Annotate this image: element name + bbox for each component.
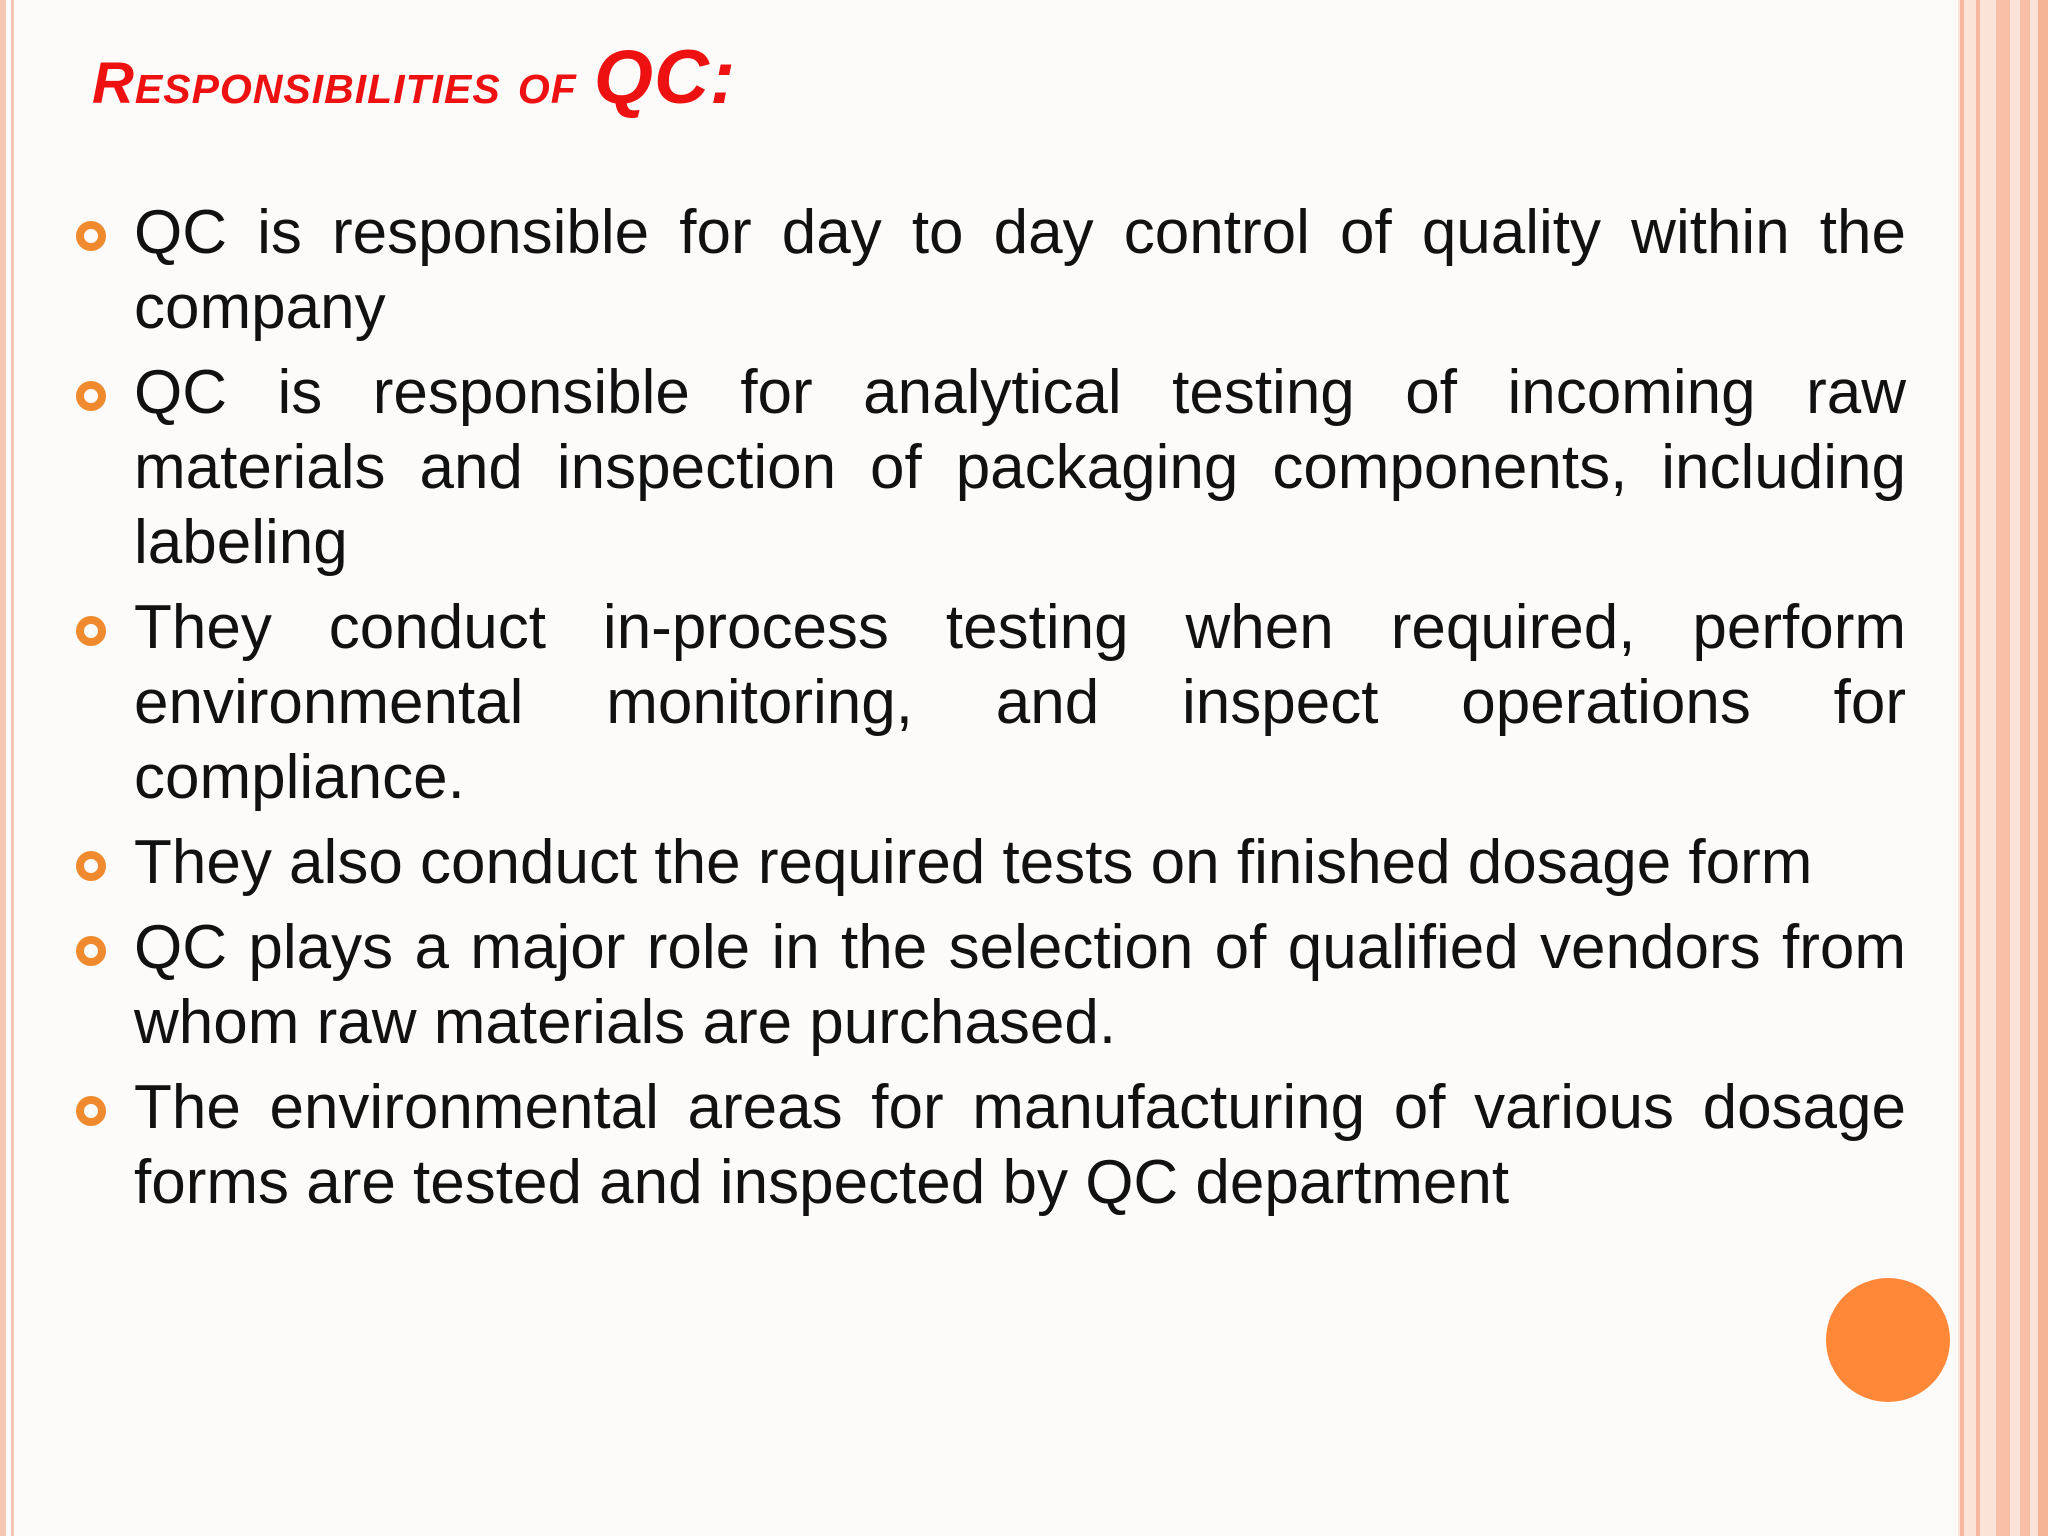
decorative-orange-circle (1826, 1278, 1950, 1402)
bullet-item (66, 590, 1906, 815)
bullet-list (66, 195, 1906, 1230)
ring-bullet-icon (76, 1096, 106, 1126)
slide-title-prefix: Responsibilities of (92, 51, 594, 116)
ring-bullet-icon (76, 381, 106, 411)
ring-bullet-icon (76, 851, 106, 881)
bullet-text: The environmental areas for manufacturing of various dosage forms are tested and inspected by QC department (134, 1073, 1906, 1217)
slide-title-emphasis: QC: (593, 35, 737, 120)
bullet-item (66, 355, 1906, 580)
bullet-text: They conduct in-process testing when required, perform environmental monitoring, and inspect operations for compliance. (134, 593, 1906, 812)
ring-bullet-icon (76, 936, 106, 966)
bullet-text: QC is responsible for day to day control of quality within the company (134, 198, 1906, 342)
slide-title (92, 34, 736, 121)
bullet-text: They also conduct the required tests on finished dosage form (134, 828, 1813, 897)
right-stripe (2038, 0, 2048, 1536)
right-stripe (1996, 0, 2010, 1536)
right-stripe (1976, 0, 1980, 1536)
left-border-line-inner (11, 0, 14, 1536)
bullet-item (66, 910, 1906, 1060)
bullet-item (66, 825, 1906, 900)
bullet-text: QC plays a major role in the selection of qualified vendors from whom raw materials are purchased. (134, 913, 1906, 1057)
bullet-item (66, 1070, 1906, 1220)
right-stripe (1960, 0, 1964, 1536)
left-border-line (0, 0, 6, 1536)
right-stripe (2020, 0, 2030, 1536)
ring-bullet-icon (76, 221, 106, 251)
ring-bullet-icon (76, 616, 106, 646)
bullet-text: QC is responsible for analytical testing of incoming raw materials and inspection of packaging components, including labeling (134, 358, 1906, 577)
bullet-item (66, 195, 1906, 345)
